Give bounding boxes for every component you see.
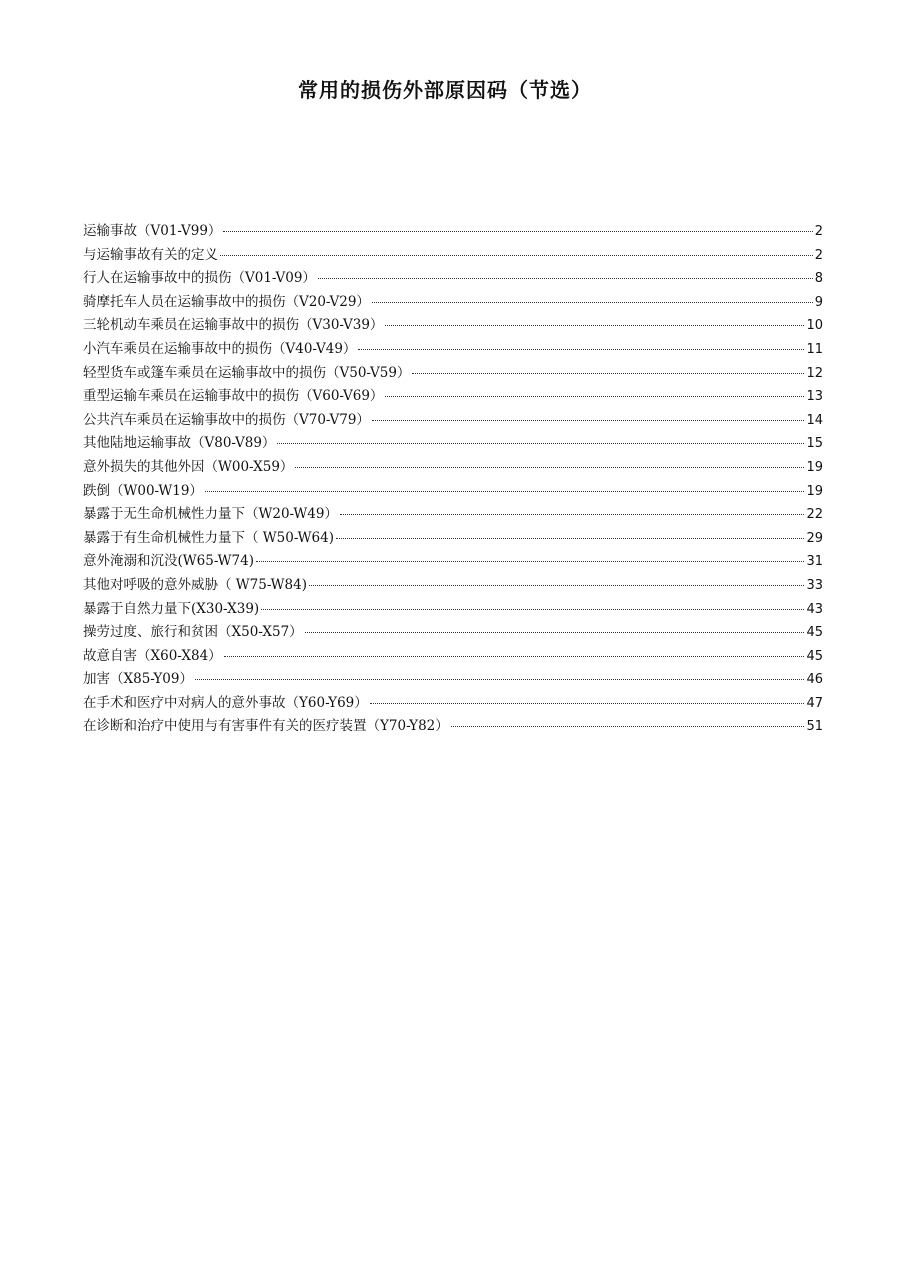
toc-dot-leader <box>224 656 805 657</box>
toc-entry-label: 骑摩托车人员在运输事故中的损伤（V20-V29） <box>83 293 370 310</box>
toc-entry[interactable] <box>83 220 823 244</box>
toc-entry[interactable] <box>83 456 823 480</box>
toc-page-number: 22 <box>806 507 823 523</box>
toc-entry[interactable] <box>83 574 823 598</box>
toc-entry[interactable] <box>83 527 823 551</box>
toc-page-number: 47 <box>806 695 823 711</box>
toc-page-number: 19 <box>806 483 823 499</box>
toc-page-number: 14 <box>806 412 823 428</box>
toc-dot-leader <box>223 231 812 232</box>
toc-entry[interactable] <box>83 550 823 574</box>
toc-entry-label: 暴露于自然力量下(X30-X39) <box>83 600 260 617</box>
toc-dot-leader <box>205 491 805 492</box>
toc-entry-label: 小汽车乘员在运输事故中的损伤（V40-V49） <box>83 340 357 357</box>
toc-entry-label: 意外淹溺和沉没(W65-W74) <box>83 553 254 570</box>
toc-entry[interactable] <box>83 432 823 456</box>
toc-entry[interactable] <box>83 385 823 409</box>
page-title: 常用的损伤外部原因码（节选） <box>298 78 592 102</box>
toc-entry[interactable] <box>83 645 823 669</box>
toc-page-number: 46 <box>806 672 823 688</box>
toc-page-number: 45 <box>806 625 823 641</box>
toc-entry[interactable] <box>83 668 823 692</box>
toc-dot-leader <box>277 443 804 444</box>
toc-page-number: 43 <box>806 601 823 617</box>
toc-page-number: 10 <box>806 318 823 334</box>
toc-entry[interactable] <box>83 692 823 716</box>
toc-entry-label: 其他陆地运输事故（V80-V89） <box>83 435 276 452</box>
toc-entry-label: 运输事故（V01-V99） <box>83 223 222 239</box>
toc-page-number: 19 <box>806 459 823 475</box>
toc-dot-leader <box>261 609 804 610</box>
toc-entry-label: 操劳过度、旅行和贫困（X50-X57） <box>83 624 303 641</box>
table-of-contents <box>83 220 823 739</box>
toc-page-number: 15 <box>806 436 823 452</box>
toc-dot-leader <box>305 632 805 633</box>
toc-dot-leader <box>385 396 804 397</box>
toc-entry-label: 意外损失的其他外因（W00-X59） <box>83 458 294 475</box>
toc-dot-leader <box>372 420 805 421</box>
toc-dot-leader <box>372 302 813 303</box>
toc-page-number: 31 <box>806 554 823 570</box>
toc-entry-label: 轻型货车或篷车乘员在运输事故中的损伤（V50-V59） <box>83 364 411 381</box>
toc-entry[interactable] <box>83 314 823 338</box>
toc-entry[interactable] <box>83 244 823 268</box>
toc-page-number: 33 <box>806 577 823 593</box>
toc-dot-leader <box>295 467 804 468</box>
toc-dot-leader <box>309 585 804 586</box>
toc-entry[interactable] <box>83 598 823 622</box>
toc-page-number: 8 <box>814 271 823 287</box>
toc-page-number: 9 <box>814 294 823 310</box>
toc-entry-label: 跌倒（W00-W19） <box>83 482 203 499</box>
toc-entry[interactable] <box>83 409 823 433</box>
toc-page-number: 45 <box>806 648 823 664</box>
toc-dot-leader <box>340 514 805 515</box>
toc-entry[interactable] <box>83 291 823 315</box>
toc-dot-leader <box>358 349 804 350</box>
toc-dot-leader <box>195 679 804 680</box>
toc-dot-leader <box>220 255 813 256</box>
toc-page-number: 13 <box>806 389 823 405</box>
toc-entry-label: 其他对呼吸的意外威胁（ W75-W84) <box>83 576 307 593</box>
toc-entry[interactable] <box>83 503 823 527</box>
toc-dot-leader <box>336 538 804 539</box>
toc-page-number: 29 <box>806 530 823 546</box>
toc-dot-leader <box>256 561 804 562</box>
toc-entry-label: 故意自害（X60-X84） <box>83 647 222 664</box>
toc-dot-leader <box>370 703 805 704</box>
toc-entry-label: 暴露于无生命机械性力量下（W20-W49） <box>83 506 338 523</box>
toc-page-number: 51 <box>806 719 823 735</box>
toc-entry-label: 重型运输车乘员在运输事故中的损伤（V60-V69） <box>83 388 384 405</box>
toc-entry[interactable] <box>83 480 823 504</box>
toc-page-number: 2 <box>814 247 823 263</box>
toc-entry[interactable] <box>83 362 823 386</box>
toc-entry[interactable] <box>83 267 823 291</box>
toc-dot-leader <box>451 726 805 727</box>
toc-entry[interactable] <box>83 621 823 645</box>
toc-entry-label: 在手术和医疗中对病人的意外事故（Y60-Y69） <box>83 694 368 711</box>
toc-entry-label: 公共汽车乘员在运输事故中的损伤（V70-V79） <box>83 411 370 428</box>
toc-entry-label: 行人在运输事故中的损伤（V01-V09） <box>83 270 316 287</box>
toc-dot-leader <box>385 325 804 326</box>
toc-entry[interactable] <box>83 338 823 362</box>
toc-page-number: 2 <box>814 224 823 239</box>
toc-page-number: 11 <box>806 341 823 357</box>
toc-entry-label: 在诊断和治疗中使用与有害事件有关的医疗装置（Y70-Y82） <box>83 718 449 735</box>
toc-dot-leader <box>412 373 804 374</box>
toc-entry-label: 暴露于有生命机械性力量下（ W50-W64) <box>83 529 334 546</box>
toc-page-number: 12 <box>806 365 823 381</box>
toc-dot-leader <box>318 278 813 279</box>
toc-entry-label: 加害（X85-Y09） <box>83 671 193 688</box>
toc-entry[interactable] <box>83 715 823 739</box>
toc-entry-label: 三轮机动车乘员在运输事故中的损伤（V30-V39） <box>83 317 384 334</box>
toc-entry-label: 与运输事故有关的定义 <box>83 246 218 263</box>
